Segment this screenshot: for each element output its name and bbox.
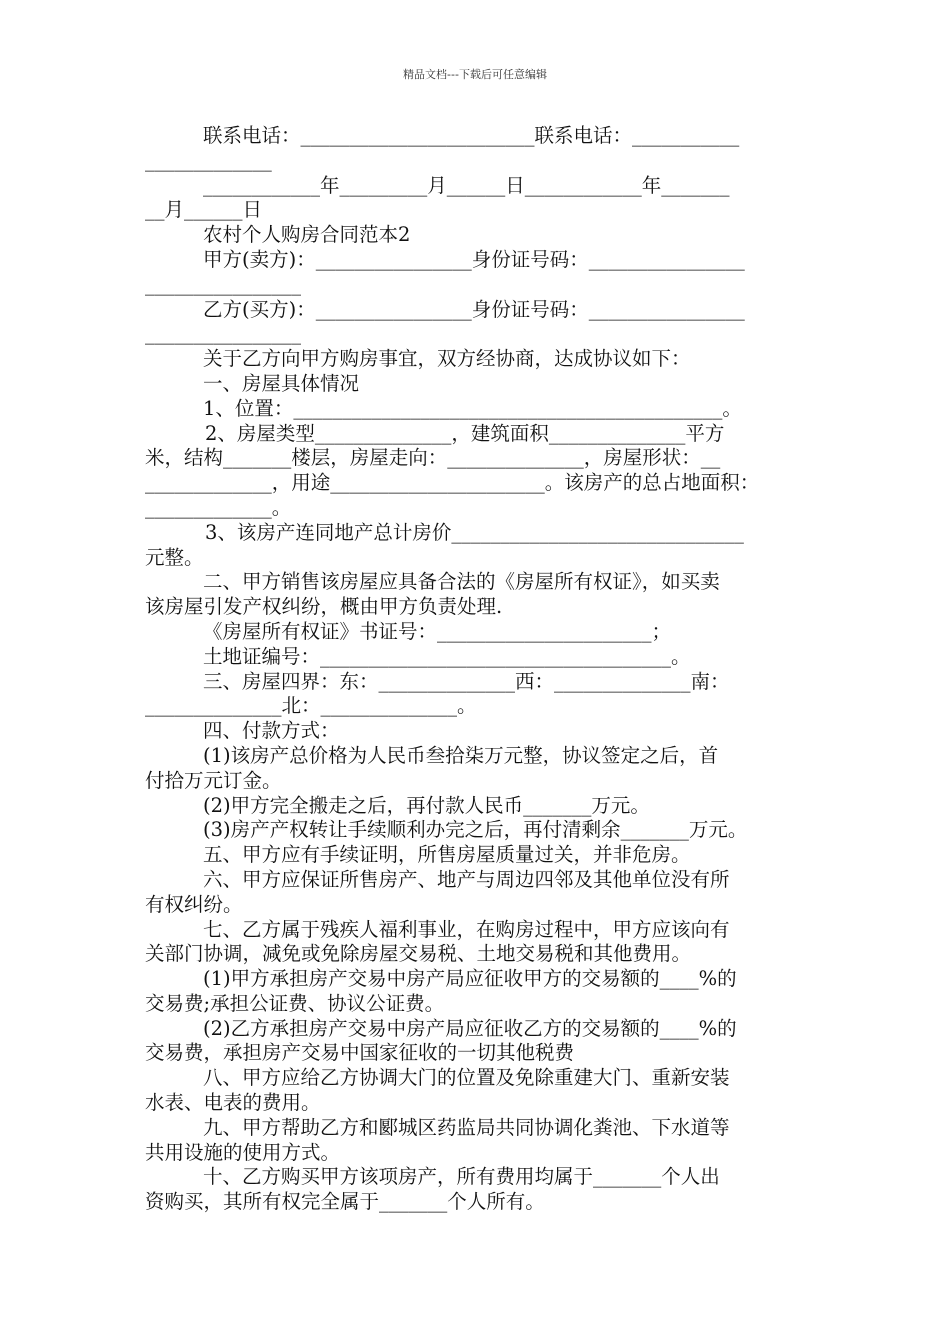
text-line: 共用设施的使用方式。 — [145, 1140, 341, 1164]
text-line: _____________ — [145, 148, 272, 172]
text-line: ______________北：______________。 — [145, 694, 477, 718]
text-line: 有权纠纷。 — [145, 892, 243, 916]
text-line: 1、位置：____________________________________________。 — [203, 396, 742, 420]
text-line: 乙方(买方)：________________身份证号码：________________ — [203, 297, 745, 321]
text-line: 资购买，其所有权完全属于_______个人所有。 — [145, 1190, 545, 1214]
text-line: 四、付款方式： — [203, 719, 340, 743]
text-line: (3)房产产权转让手续顺利办完之后，再付清剩余_______万元。 — [203, 818, 748, 842]
page-header: 精品文档---下载后可任意编辑 — [403, 68, 547, 81]
text-line: 3、该房产连同地产总计房价______________________________ — [205, 520, 744, 544]
text-line: (1)该房产总价格为人民币叁拾柒万元整，协议签定之后，首 — [203, 743, 719, 767]
text-line: 五、甲方应有手续证明，所售房屋质量过关，并非危房。 — [203, 843, 691, 867]
text-line: 交易费，承担房产交易中国家征收的一切其他税费 — [145, 1041, 575, 1065]
text-line: 米，结构_______楼层，房屋走向：______________，房屋形状：__ — [145, 446, 721, 470]
text-line: 二、甲方销售该房屋应具备合法的《房屋所有权证》，如买卖 — [203, 570, 720, 594]
text-line: 该房屋引发产权纠纷，概由甲方负责处理. — [145, 595, 503, 619]
text-line: 农村个人购房合同范本2 — [203, 223, 411, 247]
text-line: 元整。 — [145, 545, 204, 569]
text-line: 九、甲方帮助乙方和郾城区药监局共同协调化粪池、下水道等 — [203, 1115, 730, 1139]
text-line: 联系电话：________________________联系电话：___________ — [203, 124, 740, 147]
text-line: (1)甲方承担房产交易中房产局应征收甲方的交易额的____%的 — [203, 967, 737, 991]
text-line: _____________。 — [145, 495, 292, 519]
text-line: 三、房屋四界：东：______________西：______________南： — [203, 669, 730, 693]
text-line: __月______日 — [145, 198, 263, 222]
text-line: 七、乙方属于残疾人福利事业，在购房过程中，甲方应该向有 — [203, 917, 730, 941]
text-line: 土地证编号：____________________________________。 — [203, 644, 691, 668]
text-line: 六、甲方应保证所售房产、地产与周边四邻及其他单位没有所 — [203, 867, 730, 891]
text-line: 一、房屋具体情况 — [203, 371, 360, 395]
text-line: 关于乙方向甲方购房事宜，双方经协商，达成协议如下： — [203, 347, 691, 371]
text-line: (2)乙方承担房产交易中房产局应征收乙方的交易额的____%的 — [203, 1016, 737, 1040]
text-line: ________________ — [145, 322, 301, 346]
text-line: 甲方(卖方)：________________身份证号码：________________ — [203, 247, 745, 271]
text-line: 十、乙方购买甲方该项房产，所有费用均属于_______个人出 — [203, 1165, 720, 1189]
text-line: ________________ — [145, 272, 301, 296]
text-line: 2、房屋类型______________，建筑面积______________平方 — [205, 421, 725, 445]
document-body — [145, 124, 809, 1215]
text-line: 交易费;承担公证费、协议公证费。 — [145, 991, 445, 1015]
text-line: ____________年_________月______日____________年_______ — [203, 173, 730, 197]
text-line: 《房屋所有权证》书证号：______________________； — [203, 619, 672, 643]
text-line: 水表、电表的费用。 — [145, 1091, 321, 1115]
text-line: (2)甲方完全搬走之后，再付款人民币_______万元。 — [203, 793, 650, 817]
text-line: 付拾万元订金。 — [145, 768, 282, 792]
text-line: 八、甲方应给乙方协调大门的位置及免除重建大门、重新安装 — [203, 1066, 730, 1090]
text-line: _____________，用途______________________。该房产的总占地面积： — [145, 471, 760, 495]
text-line: 关部门协调，减免或免除房屋交易税、土地交易税和其他费用。 — [145, 942, 692, 966]
